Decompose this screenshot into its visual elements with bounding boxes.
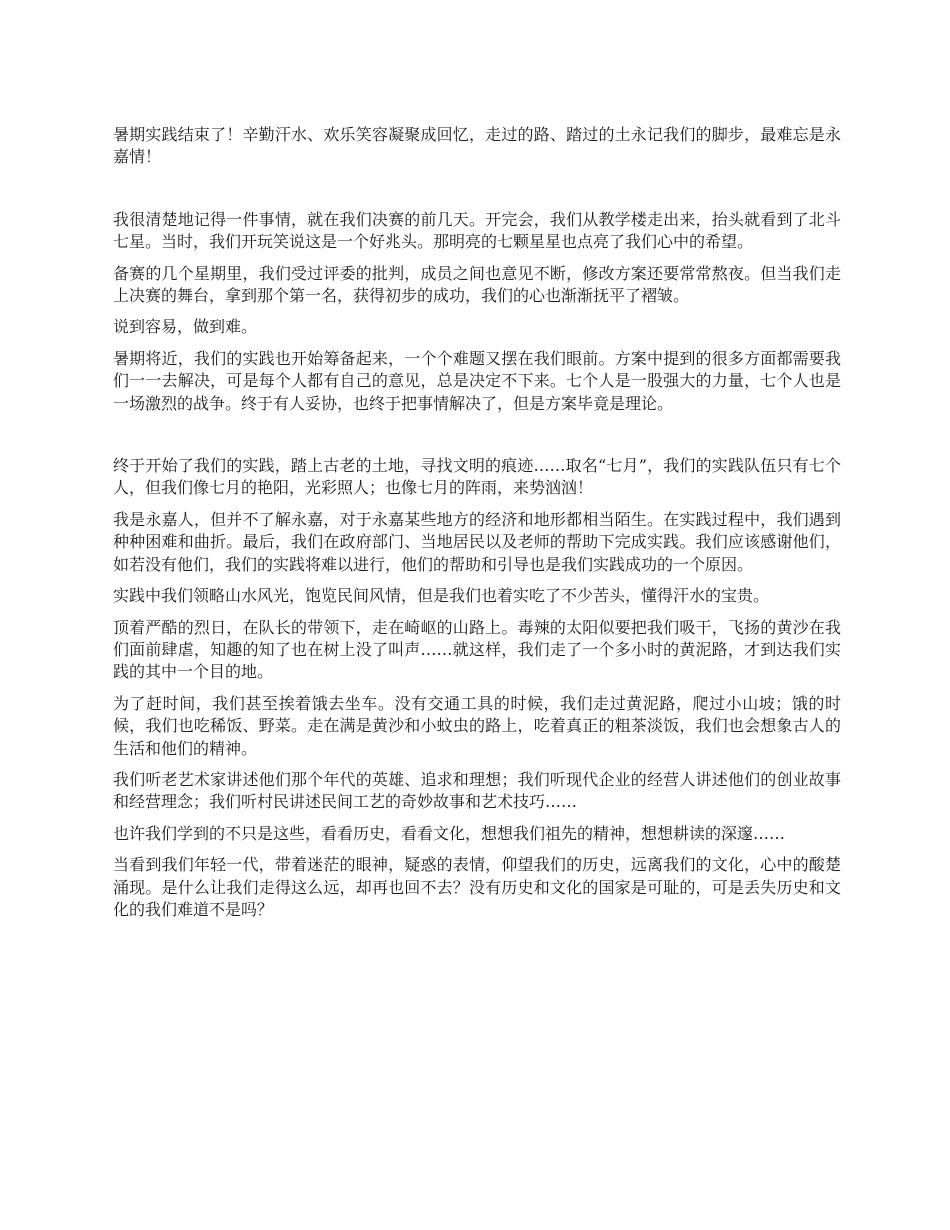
document-body xyxy=(113,124,841,930)
paragraph-preparation: 备赛的几个星期里，我们受过评委的批判，成员之间也意见不断，修改方案还要常常熬夜。但当我们走上决赛的舞台，拿到那个第一名，获得初步的成功，我们的心也渐渐抚平了褶皱。 xyxy=(113,263,841,306)
paragraph-scenery: 实践中我们领略山水风光，饱览民间风情，但是我们也着实吃了不少苦头，懂得汗水的宝贵。 xyxy=(113,586,770,606)
paragraph-history: 也许我们学到的不只是这些，看看历史，看看文化，想想我们祖先的精神，想想耕读的深邃…… xyxy=(113,823,786,843)
paragraph-big-dipper: 我很清楚地记得一件事情，就在我们决赛的前几天。开完会，我们从教学楼走出来，抬头就看到了北斗七星。当时，我们开玩笑说这是一个好兆头。那明亮的七颗星星也点亮了我们心中的希望。 xyxy=(113,209,841,252)
paragraph-stories: 我们听老艺术家讲述他们那个年代的英雄、追求和理想；我们听现代企业的经营人讲述他们的创业故事和经营理念；我们听村民讲述民间工艺的奇妙故事和艺术技巧…… xyxy=(113,769,841,812)
paragraph-mountain-road: 顶着严酷的烈日，在队长的带领下，走在崎岖的山路上。毒辣的太阳似要把我们吸干，飞扬的黄沙在我们面前肆虐，知趣的知了也在树上没了叫声……就这样，我们走了一个多小时的黄泥路，才到达我们实践的其中一个目的地。 xyxy=(113,617,841,682)
paragraph-yongjia: 我是永嘉人，但并不了解永嘉，对于永嘉某些地方的经济和地形都相当陌生。在实践过程中，我们遇到种种困难和曲折。最后，我们在政府部门、当地居民以及老师的帮助下完成实践。我们应该感谢他们，如若没有他们，我们的实践将难以进行，他们的帮助和引导也是我们实践成功的一个原因。 xyxy=(113,509,841,574)
paragraph-intro: 暑期实践结束了！辛勤汗水、欢乐笑容凝聚成回忆，走过的路、踏过的土永记我们的脚步，最难忘是永嘉情！ xyxy=(113,125,841,167)
paragraph-hardship: 为了赶时间，我们甚至挨着饿去坐车。没有交通工具的时候，我们走过黄泥路，爬过小山坡；饿的时候，我们也吃稀饭、野菜。走在满是黄沙和小蚊虫的路上，吃着真正的粗茶淡饭，我们也会想象古人的生活和他们的精神。 xyxy=(113,693,841,758)
paragraph-planning: 暑期将近，我们的实践也开始筹备起来，一个个难题又摆在我们眼前。方案中提到的很多方面都需要我们一一去解决，可是每个人都有自己的意见，总是决定不下来。七个人是一股强大的力量，七个人也是一场激烈的战争。终于有人妥协，也终于把事情解决了，但是方案毕竟是理论。 xyxy=(113,348,841,413)
paragraph-reflection: 当看到我们年轻一代，带着迷茫的眼神，疑惑的表情，仰望我们的历史，远离我们的文化，心中的酸楚涌现。是什么让我们走得这么远，却再也回不去？没有历史和文化的国家是可耻的，可是丢失历史和文化的我们难道不是吗？ xyxy=(113,855,841,919)
paragraph-easier-said: 说到容易，做到难。 xyxy=(113,317,258,337)
paragraph-july-team: 终于开始了我们的实践，踏上古老的土地，寻找文明的痕迹……取名“七月”，我们的实践队伍只有七个人，但我们像七月的艳阳，光彩照人；也像七月的阵雨，来势汹汹！ xyxy=(113,456,841,498)
